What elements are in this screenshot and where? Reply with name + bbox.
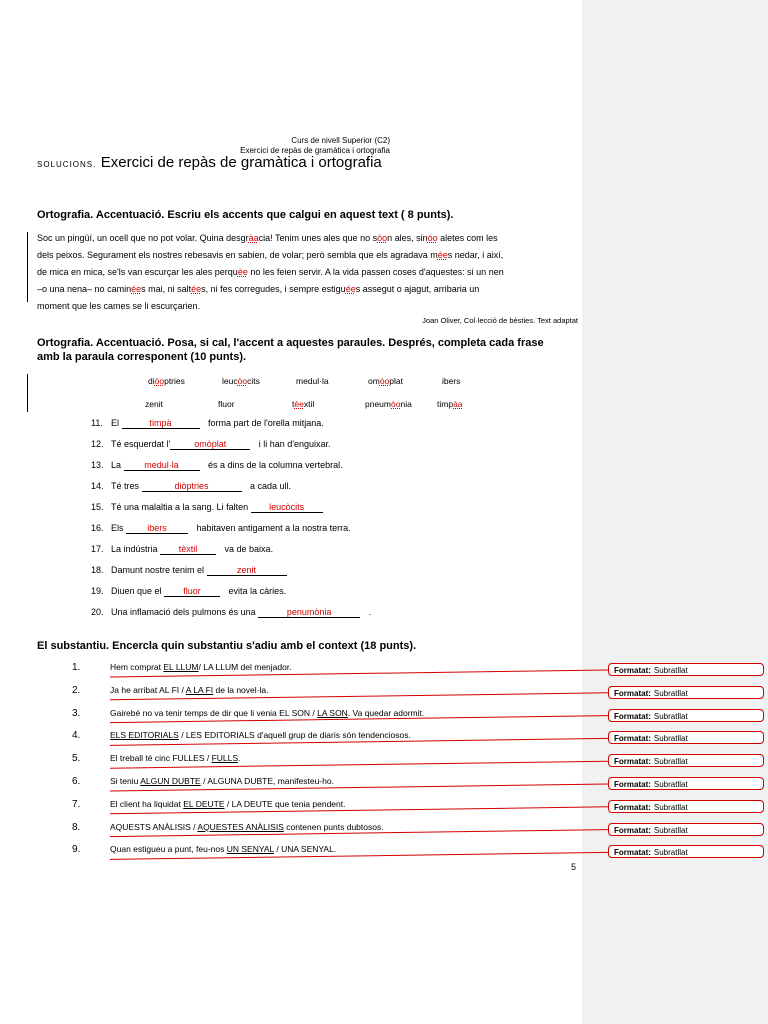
comment-label: Formatat: xyxy=(614,780,651,789)
word-zenit: zenit xyxy=(145,399,163,409)
word-medulla: medul·la xyxy=(296,376,329,386)
substantive-row xyxy=(0,822,582,840)
comment-label: Formatat: xyxy=(614,666,651,675)
format-comment-balloon[interactable] xyxy=(608,823,764,836)
title-prefix: SOLUCIONS. xyxy=(37,160,97,169)
word-omoplat: omòoplat xyxy=(368,376,403,386)
comment-value: Subratllat xyxy=(653,825,688,835)
row-text-after: contenen punts dubtosos. xyxy=(283,821,384,832)
question-prefix: El xyxy=(111,418,122,428)
row-text-before: Quan estigueu a punt, feu-nos xyxy=(110,844,227,855)
section2-heading-line1: Ortografia. Accentuació. Posa, si cal, l'accent a aquestes paraules. Després, completa cada frase xyxy=(37,337,544,349)
format-comment-balloon[interactable] xyxy=(608,709,764,722)
selected-answer: A LA FI xyxy=(185,684,214,695)
question-prefix: La indústria xyxy=(111,544,161,554)
selected-answer: EL LLUM xyxy=(163,662,199,672)
answer-blank: diòptries xyxy=(142,481,242,492)
question-suffix: és a dins de la columna vertebral. xyxy=(205,460,343,470)
comment-label: Formatat: xyxy=(614,825,651,835)
question-prefix: Els xyxy=(111,523,127,533)
question-prefix: Té tres xyxy=(111,481,142,491)
comment-label: Formatat: xyxy=(614,711,651,721)
row-text-before: Si teniu xyxy=(110,776,141,786)
comment-label: Formatat: xyxy=(614,688,651,698)
substantive-row xyxy=(0,753,582,771)
question-number: 12. xyxy=(91,439,104,449)
selected-answer: UN SENYAL xyxy=(226,844,274,855)
row-text-after: / LES EDITORIALS d'aquell grup de diaris són tendenciosos. xyxy=(178,730,411,741)
answer-blank: fluor xyxy=(164,586,220,597)
answer-blank: leucòcits xyxy=(251,502,323,513)
selected-answer: LA SON xyxy=(317,707,348,718)
row-text-before: Gairebé no va tenir temps de dir que li venia EL SON / xyxy=(110,707,318,718)
format-comment-balloon[interactable] xyxy=(608,777,764,790)
row-text-after: / UNA SENYAL. xyxy=(273,844,337,855)
comment-label: Formatat: xyxy=(614,734,651,744)
row-number: 3. xyxy=(72,707,81,719)
row-text xyxy=(110,822,384,832)
word-timpa: timpàa xyxy=(437,399,463,409)
section3-heading: El substantiu. Encercla quin substantiu s'adiu amb el context (18 punts). xyxy=(37,640,417,652)
question-prefix: Una inflamació dels pulmons és una xyxy=(111,607,259,617)
row-number: 2. xyxy=(72,684,81,696)
question-suffix: va de baixa. xyxy=(222,544,274,554)
row-number: 8. xyxy=(72,821,81,833)
question-prefix: La xyxy=(111,460,124,470)
row-text xyxy=(110,753,240,763)
row-text xyxy=(110,662,292,672)
word-fluor: fluor xyxy=(218,399,235,409)
substantive-row xyxy=(0,844,582,862)
row-text xyxy=(110,730,411,740)
format-comment-balloon[interactable] xyxy=(608,663,764,676)
text-line-4: –o una nena– no caminées mai, ni saltées, ni fes corregudes, i sempre estiguées assegut o ajagut, arribaria un xyxy=(37,284,480,294)
question-suffix: i li han d'enguixar. xyxy=(256,439,331,449)
row-text xyxy=(110,685,268,695)
substantive-row xyxy=(0,662,582,680)
word-dioptries: diòoptries xyxy=(148,376,185,386)
question-prefix: Damunt nostre tenim el xyxy=(111,565,207,575)
row-number: 4. xyxy=(72,730,81,742)
word-pneumonia: pneumòonia xyxy=(365,399,412,409)
question-number: 19. xyxy=(91,586,104,596)
question-number: 18. xyxy=(91,565,104,575)
page-number: 5 xyxy=(571,862,577,872)
answer-blank: omòplat xyxy=(170,439,250,450)
selected-answer: ELS EDITORIALS xyxy=(110,730,179,741)
comment-value: Subratllat xyxy=(653,848,688,858)
word-textil: tèextil xyxy=(292,399,315,409)
comment-value: Subratllat xyxy=(653,711,688,721)
row-text-after: / LA DEUTE que tenia pendent. xyxy=(224,798,346,809)
format-comment-balloon[interactable] xyxy=(608,800,764,813)
answer-blank: zenit xyxy=(207,565,287,576)
substantive-row xyxy=(0,799,582,817)
substantive-row xyxy=(0,685,582,703)
question-number: 17. xyxy=(91,544,104,554)
row-number: 6. xyxy=(72,776,81,787)
section2-heading-line2: amb la paraula corresponent (10 punts). xyxy=(37,351,247,363)
question-number: 14. xyxy=(91,481,104,491)
selected-answer: FULLS xyxy=(211,753,239,764)
format-comment-balloon[interactable] xyxy=(608,845,764,858)
selected-answer: ALGUN DUBTE xyxy=(140,776,201,786)
question-prefix: Té una malaltia a la sang. Li falten xyxy=(111,502,251,512)
text-line-5: moment que les cames se li escurçarien. xyxy=(37,301,201,311)
text-line-3: de mica en mica, se'ls van escurçar les ales perquèe no les feien servir. A la vida passen coses d'aquestes: si un nen xyxy=(37,267,504,277)
format-comment-balloon[interactable] xyxy=(608,754,764,767)
section1-heading: Ortografia. Accentuació. Escriu els accents que calgui en aquest text ( 8 punts). xyxy=(37,209,454,221)
selected-answer: EL DEUTE xyxy=(183,798,225,809)
comment-value: Subratllat xyxy=(653,802,688,812)
comment-value: Subratllat xyxy=(653,734,688,744)
row-text xyxy=(110,708,424,718)
substantive-row xyxy=(0,730,582,748)
row-number: 9. xyxy=(72,844,81,856)
answer-blank: penumònia xyxy=(258,607,360,618)
format-comment-balloon[interactable] xyxy=(608,731,764,744)
citation: Joan Oliver, Col·lecció de bèsties. Text adaptat xyxy=(422,316,578,325)
header-course: Curs de nivell Superior (C2) xyxy=(291,136,390,145)
word-ibers: ibers xyxy=(442,376,461,386)
comment-value: Subratllat xyxy=(653,757,688,767)
row-text-after: de la novel·la. xyxy=(213,684,269,695)
row-text-after: . Va quedar adormit. xyxy=(347,707,425,718)
comment-label: Formatat: xyxy=(614,848,651,858)
question-number: 11. xyxy=(91,418,103,428)
row-text xyxy=(110,776,334,786)
selected-answer: AQUESTES ANÀLISIS xyxy=(197,821,284,832)
answer-blank: tèxtil xyxy=(160,544,216,555)
answer-blank: timpà xyxy=(122,418,200,429)
question-prefix: Té esquerdat l' xyxy=(111,439,171,449)
question-suffix: evita la càries. xyxy=(226,586,287,596)
row-text xyxy=(110,799,345,809)
text-line-2: dels peixos. Segurament els nostres rebesavis en sabien, de volar; però sembla que els agradava mées nedar, i així, xyxy=(37,250,504,260)
substantive-row xyxy=(0,708,582,726)
row-number: 7. xyxy=(72,798,81,810)
question-number: 13. xyxy=(91,460,104,470)
title-text: Exercici de repàs de gramàtica i ortografia xyxy=(100,154,382,171)
question-number: 15. xyxy=(91,502,104,512)
comment-value: Subratllat xyxy=(653,780,688,789)
answer-blank: medul·la xyxy=(124,460,200,471)
row-text-after: / LA LLUM del menjador. xyxy=(198,662,292,672)
question-number: 20. xyxy=(91,607,104,617)
row-text-before: AQUESTS ANÀLISIS / xyxy=(110,821,198,832)
answer-blank: ibers xyxy=(126,523,188,534)
word-leucocits: leucòocits xyxy=(222,376,260,386)
comment-value: Subratllat xyxy=(653,688,688,698)
row-number: 1. xyxy=(72,662,81,673)
format-comment-balloon[interactable] xyxy=(608,686,764,699)
text-line-1: Soc un pingüí, un ocell que no pot volar. Quina desgràacia! Tenim unes ales que no sóon ales, sinóo aletes com les xyxy=(37,233,498,243)
question-suffix: habitaven antigament a la nostra terra. xyxy=(194,523,351,533)
row-text-after: . xyxy=(238,753,241,764)
row-text xyxy=(110,844,336,854)
row-text-before: El treball té cinc FULLES / xyxy=(110,753,212,764)
question-prefix: Diuen que el xyxy=(111,586,165,596)
substantive-row xyxy=(0,776,582,794)
row-text-after: / ALGUNA DUBTE, manifesteu-ho. xyxy=(200,776,334,786)
row-text-before: El client ha liquidat xyxy=(110,798,184,809)
row-text-before: Hem comprat xyxy=(110,662,164,672)
question-suffix: forma part de l'orella mitjana. xyxy=(205,418,324,428)
row-text-before: Ja he arribat AL FI / xyxy=(110,684,186,695)
header-exercise: Exercici de repàs de gramàtica i ortografia xyxy=(240,146,390,155)
comment-label: Formatat: xyxy=(614,757,651,767)
comment-value: Subratllat xyxy=(653,666,688,675)
row-number: 5. xyxy=(72,753,81,765)
question-suffix: a cada ull. xyxy=(247,481,292,491)
question-number: 16. xyxy=(91,523,104,533)
comment-label: Formatat: xyxy=(614,802,651,812)
question-suffix: . xyxy=(366,607,372,617)
